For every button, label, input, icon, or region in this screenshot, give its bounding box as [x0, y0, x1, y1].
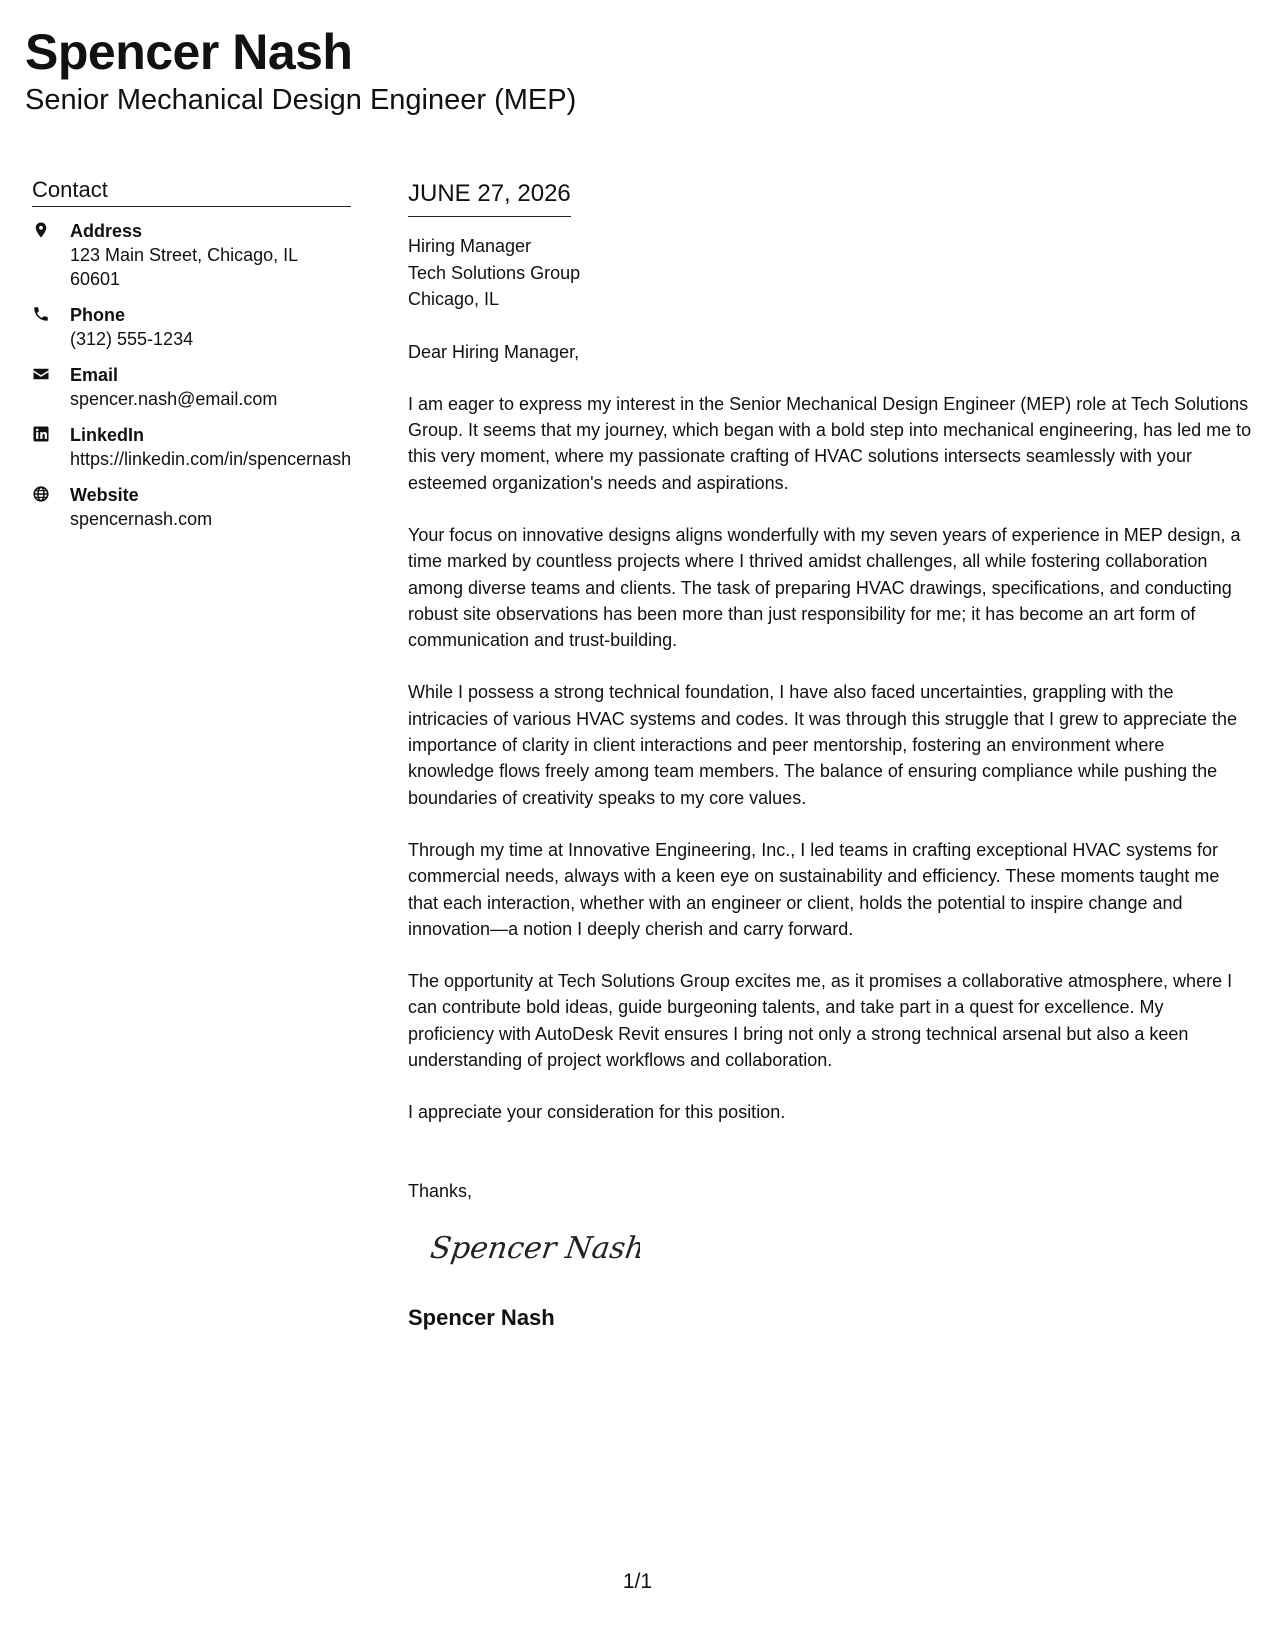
- letter-paragraph: I am eager to express my interest in the Senior Mechanical Design Engineer (MEP) role at Tech Solutions Group. It seems that my journey, which began with a bold step into mechanical engineering, has led me to this very moment, where my passionate crafting of HVAC solutions intersects seamlessly with your esteemed organization's needs and aspirations.: [408, 393, 1252, 493]
- phone-value: (312) 555-1234: [70, 329, 194, 349]
- signoff: Thanks,: [408, 1180, 473, 1201]
- contact-linkedin: [32, 423, 352, 471]
- contact-email: [32, 363, 352, 411]
- website-label: Website: [70, 485, 139, 505]
- linkedin-value[interactable]: https://linkedin.com/in/spencernash: [70, 449, 352, 469]
- phone-label: Phone: [70, 305, 126, 325]
- email-label: Email: [70, 365, 119, 385]
- signature-text: Spencer Nash: [430, 1231, 640, 1266]
- closing-line: I appreciate your consideration for this position.: [408, 1102, 786, 1123]
- page-number: 1/1: [622, 1570, 653, 1593]
- letter-paragraph: While I possess a strong technical foundation, I have also faced uncertainties, grappling with the intricacies of various HVAC systems and codes. It was through this struggle that I grew to appreciate the importance of clarity in client interactions and peer mentorship, fostering an environment where knowledge flows freely among team members. The balance of ensuring compliance while pushing the boundaries of creativity speaks to my core values.: [408, 682, 1238, 808]
- letter-paragraph: Your focus on innovative designs aligns wonderfully with my seven years of experience in MEP design, a time marked by countless projects where I thrived amidst challenges, all while fostering collaboration among diverse teams and clients. The task of preparing HVAC drawings, specifications, and conducting robust site observations has been more than just responsibility for me; it has become an art form of communication and trust-building.: [408, 524, 1241, 651]
- applicant-name: Spencer Nash: [25, 24, 353, 80]
- email-value: spencer.nash@email.com: [70, 389, 278, 409]
- address-label: Address: [70, 221, 143, 241]
- phone-icon: [32, 303, 70, 351]
- linkedin-icon: [32, 423, 70, 471]
- contact-address: [32, 219, 352, 291]
- signed-name: Spencer Nash: [408, 1305, 555, 1331]
- contact-sidebar: [32, 176, 352, 531]
- job-title: Senior Mechanical Design Engineer (MEP): [25, 84, 577, 116]
- map-pin-icon: [32, 219, 70, 291]
- letter-date: JUNE 27, 2026: [408, 178, 571, 217]
- recipient-line: Chicago, IL: [408, 289, 500, 309]
- address-value: 123 Main Street, Chicago, IL 60601: [70, 245, 298, 289]
- globe-icon: [32, 483, 70, 531]
- letter-body: [408, 178, 1253, 1332]
- handwritten-signature: [430, 1224, 1253, 1279]
- website-value[interactable]: spencernash.com: [70, 509, 213, 529]
- letter-paragraph: The opportunity at Tech Solutions Group excites me, as it promises a collaborative atmosphere, where I can contribute bold ideas, guide burgeoning talents, and take part in a quest for excellence. My proficiency with AutoDesk Revit ensures I bring not only a strong technical arsenal but also a keen understanding of project workflows and collaboration.: [408, 971, 1233, 1071]
- linkedin-label: LinkedIn: [70, 425, 145, 445]
- recipient-line: Hiring Manager: [408, 236, 532, 256]
- recipient-block: [408, 233, 1253, 313]
- contact-website: [32, 483, 352, 531]
- letter-paragraph: Through my time at Innovative Engineering, Inc., I led teams in crafting exceptional HVAC systems for commercial needs, always with a keen eye on sustainability and efficiency. These moments taught me that each interaction, whether with an engineer or client, holds the potential to inspire change and innovation—a notion I deeply cherish and carry forward.: [408, 839, 1220, 939]
- contact-phone: [32, 303, 352, 351]
- contact-heading: Contact: [32, 176, 351, 207]
- salutation: Dear Hiring Manager,: [408, 341, 580, 362]
- recipient-line: Tech Solutions Group: [408, 262, 581, 283]
- envelope-icon: [32, 363, 70, 411]
